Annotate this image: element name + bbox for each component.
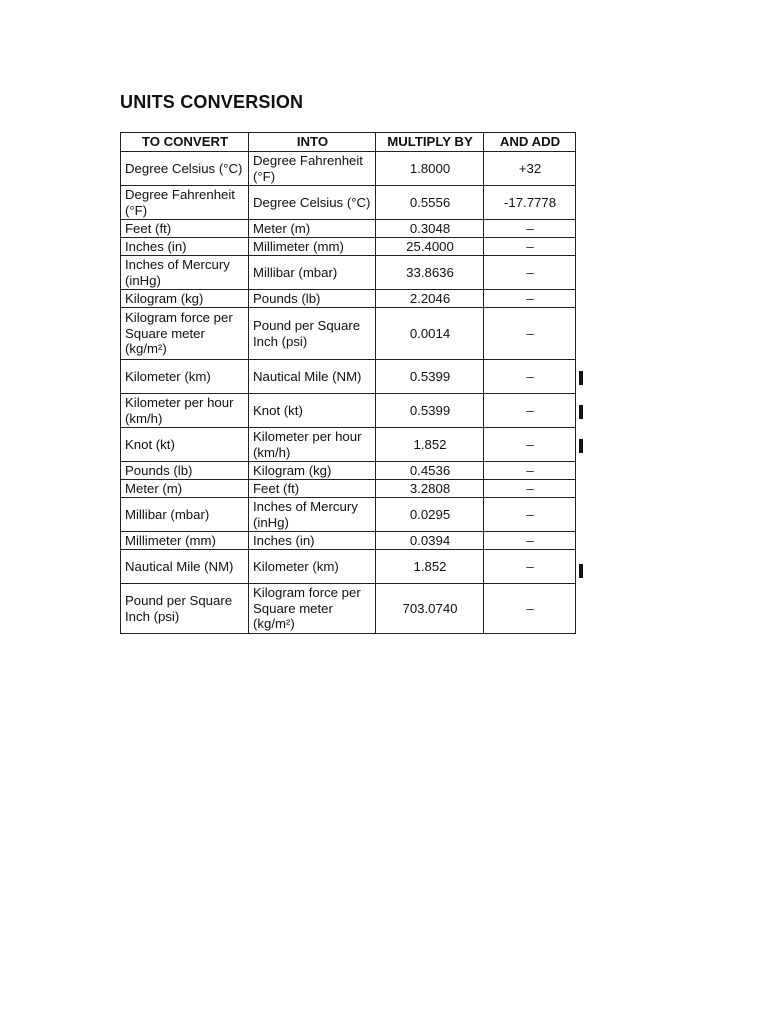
multiplier: 3.2808 xyxy=(376,480,484,498)
multiplier: 0.4536 xyxy=(376,462,484,480)
change-bar xyxy=(579,439,583,453)
table-row xyxy=(121,532,576,550)
table-row xyxy=(121,360,576,394)
from-unit: Inches (in) xyxy=(121,238,249,256)
multiplier: 2.2046 xyxy=(376,290,484,308)
into-unit: Millibar (mbar) xyxy=(249,256,376,290)
multiplier: 1.8000 xyxy=(376,152,484,186)
addend: -17.7778 xyxy=(484,186,576,220)
multiplier: 0.5399 xyxy=(376,394,484,428)
into-unit: Inches of Mercury (inHg) xyxy=(249,498,376,532)
into-unit: Feet (ft) xyxy=(249,480,376,498)
multiplier: 1.852 xyxy=(376,428,484,462)
table-row xyxy=(121,290,576,308)
table-row xyxy=(121,220,576,238)
multiplier: 25.4000 xyxy=(376,238,484,256)
from-unit: Nautical Mile (NM) xyxy=(121,550,249,584)
multiplier: 0.3048 xyxy=(376,220,484,238)
from-unit: Kilometer (km) xyxy=(121,360,249,394)
multiplier: 1.852 xyxy=(376,550,484,584)
table-row xyxy=(121,498,576,532)
addend: – xyxy=(484,428,576,462)
into-unit: Nautical Mile (NM) xyxy=(249,360,376,394)
units-conversion-table xyxy=(120,132,576,634)
into-unit: Kilogram (kg) xyxy=(249,462,376,480)
header-multiply-by: MULTIPLY BY xyxy=(376,133,484,152)
table-row xyxy=(121,550,576,584)
into-unit: Degree Fahrenheit (°F) xyxy=(249,152,376,186)
from-unit: Pounds (lb) xyxy=(121,462,249,480)
multiplier: 0.0394 xyxy=(376,532,484,550)
addend: – xyxy=(484,360,576,394)
into-unit: Knot (kt) xyxy=(249,394,376,428)
table-row xyxy=(121,584,576,634)
into-unit: Degree Celsius (°C) xyxy=(249,186,376,220)
into-unit: Inches (in) xyxy=(249,532,376,550)
addend: – xyxy=(484,550,576,584)
from-unit: Feet (ft) xyxy=(121,220,249,238)
table-row xyxy=(121,462,576,480)
table-row xyxy=(121,480,576,498)
table-row xyxy=(121,152,576,186)
from-unit: Millimeter (mm) xyxy=(121,532,249,550)
from-unit: Kilometer per hour (km/h) xyxy=(121,394,249,428)
addend: – xyxy=(484,308,576,360)
into-unit: Pound per Square Inch (psi) xyxy=(249,308,376,360)
table-header-row xyxy=(121,133,576,152)
from-unit: Knot (kt) xyxy=(121,428,249,462)
into-unit: Meter (m) xyxy=(249,220,376,238)
addend: – xyxy=(484,256,576,290)
table-row xyxy=(121,238,576,256)
from-unit: Meter (m) xyxy=(121,480,249,498)
table-row xyxy=(121,428,576,462)
into-unit: Kilometer per hour (km/h) xyxy=(249,428,376,462)
page-title: UNITS CONVERSION xyxy=(120,92,304,112)
from-unit: Pound per Square Inch (psi) xyxy=(121,584,249,634)
change-bar xyxy=(579,405,583,419)
addend: – xyxy=(484,238,576,256)
table-row xyxy=(121,256,576,290)
addend: – xyxy=(484,394,576,428)
header-to-convert: TO CONVERT xyxy=(121,133,249,152)
addend: – xyxy=(484,220,576,238)
into-unit: Pounds (lb) xyxy=(249,290,376,308)
from-unit: Degree Celsius (°C) xyxy=(121,152,249,186)
addend: – xyxy=(484,498,576,532)
from-unit: Kilogram (kg) xyxy=(121,290,249,308)
header-into: INTO xyxy=(249,133,376,152)
from-unit: Degree Fahrenheit (°F) xyxy=(121,186,249,220)
table-row xyxy=(121,308,576,360)
addend: +32 xyxy=(484,152,576,186)
multiplier: 0.5556 xyxy=(376,186,484,220)
addend: – xyxy=(484,480,576,498)
multiplier: 0.0014 xyxy=(376,308,484,360)
multiplier: 0.0295 xyxy=(376,498,484,532)
change-bar xyxy=(579,564,583,578)
into-unit: Kilogram force per Square meter (kg/m²) xyxy=(249,584,376,634)
from-unit: Kilogram force per Square meter (kg/m²) xyxy=(121,308,249,360)
addend: – xyxy=(484,290,576,308)
addend: – xyxy=(484,462,576,480)
addend: – xyxy=(484,584,576,634)
addend: – xyxy=(484,532,576,550)
header-and-add: AND ADD xyxy=(484,133,576,152)
multiplier: 33.8636 xyxy=(376,256,484,290)
table-row xyxy=(121,186,576,220)
multiplier: 703.0740 xyxy=(376,584,484,634)
table-row xyxy=(121,394,576,428)
into-unit: Millimeter (mm) xyxy=(249,238,376,256)
multiplier: 0.5399 xyxy=(376,360,484,394)
change-bar xyxy=(579,371,583,385)
into-unit: Kilometer (km) xyxy=(249,550,376,584)
from-unit: Inches of Mercury (inHg) xyxy=(121,256,249,290)
from-unit: Millibar (mbar) xyxy=(121,498,249,532)
